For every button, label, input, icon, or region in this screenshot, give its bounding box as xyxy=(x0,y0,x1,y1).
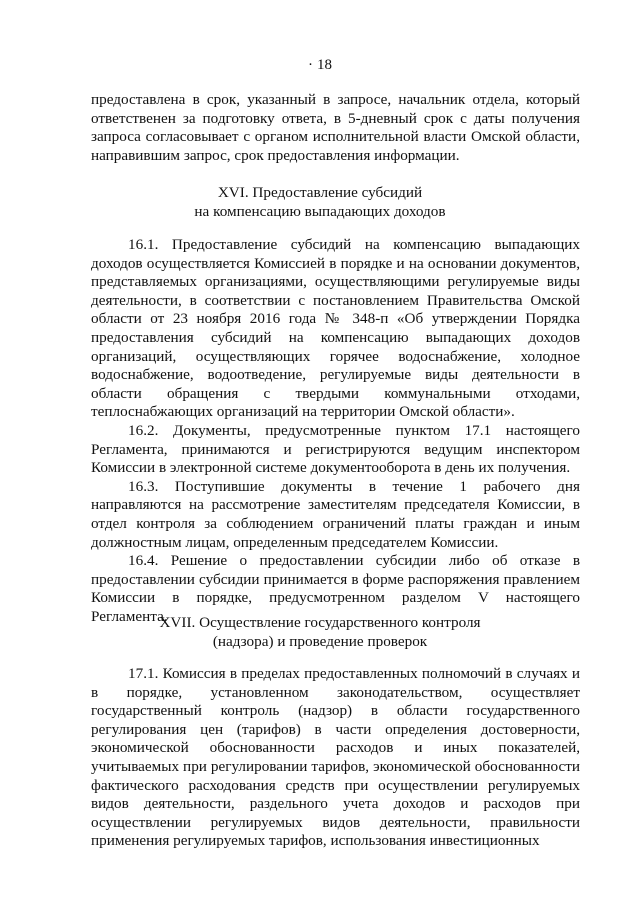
section-17-heading-line-2: (надзора) и проведение проверок xyxy=(212,633,428,650)
paragraph-16-4: 16.4. Решение о предоставлении субсидии либо об отказе в предоставлении субсидии принимается в форме распоряжения правлением Комиссии в порядке, предусмотренном разделом V настоящего Регламента. xyxy=(91,552,580,625)
section-17-heading-line-1: XVII. Осуществление государственного контроля xyxy=(159,614,481,631)
section-17-heading xyxy=(0,613,640,651)
section-17-body xyxy=(91,665,580,851)
paragraph-16-2: 16.2. Документы, предусмотренные пунктом 17.1 настоящего Регламента, принимаются и регистрируются ведущим инспектором Комиссии в электронной системе документооборота в день их получения. xyxy=(91,421,580,477)
page-number-mark: · xyxy=(308,57,313,73)
intro-text-block xyxy=(91,91,580,165)
intro-paragraph: предоставлена в срок, указанный в запросе, начальник отдела, который ответственен за подготовку ответа, в 5-дневный срок с даты получения запроса согласовывает с органом исполнительной власти Омской области, направившим запрос, срок предоставления информации. xyxy=(91,91,580,164)
section-16-heading-line-1: XVI. Предоставление субсидий xyxy=(217,184,423,201)
section-16-body xyxy=(91,236,580,626)
section-16-heading-line-2: на компенсацию выпадающих доходов xyxy=(194,203,446,220)
paragraph-16-3: 16.3. Поступившие документы в течение 1 рабочего дня направляются на рассмотрение заместителям председателя Комиссии, в отдел контроля за соблюдением ограничений платы граждан и иным должностным лицам, определенным председателем Комиссии. xyxy=(91,477,580,551)
paragraph-17-1: 17.1. Комиссия в пределах предоставленных полномочий в случаях и в порядке, установленном законодательством, осуществляет государственный контроль (надзор) в области государственного регулирования цен (тарифов) в части определения достоверности, экономической обоснованности расходов и иных показателей, учитываемых при регулировании тарифов, экономической обоснованности фактического расходования средств при осуществлении регулируемых видов деятельности, раздельного учета доходов и расходов при осуществлении регулируемых видов деятельности, правильности применения регулируемых тарифов, использования инвестиционных xyxy=(91,665,580,850)
page-number xyxy=(0,57,640,74)
paragraph-16-1: 16.1. Предоставление субсидий на компенсацию выпадающих доходов осуществляется Комиссией в порядке и на основании документов, представляемых организациями, осуществляющими регулируемые виды деятельности, в соответствии с постановлением Правительства Омской области от 23 ноября 2016 года № 348-п «Об утверждении Порядка предоставления субсидий на компенсацию выпадающих доходов организаций, осуществляющих горячее водоснабжение, холодное водоснабжение, водоотведение, регулируемые виды деятельности в области обращения с твердыми коммунальными отходами, теплоснабжающих организаций на территории Омской области». xyxy=(91,236,580,421)
section-16-heading xyxy=(0,183,640,221)
page-number-value: 18 xyxy=(317,57,332,73)
